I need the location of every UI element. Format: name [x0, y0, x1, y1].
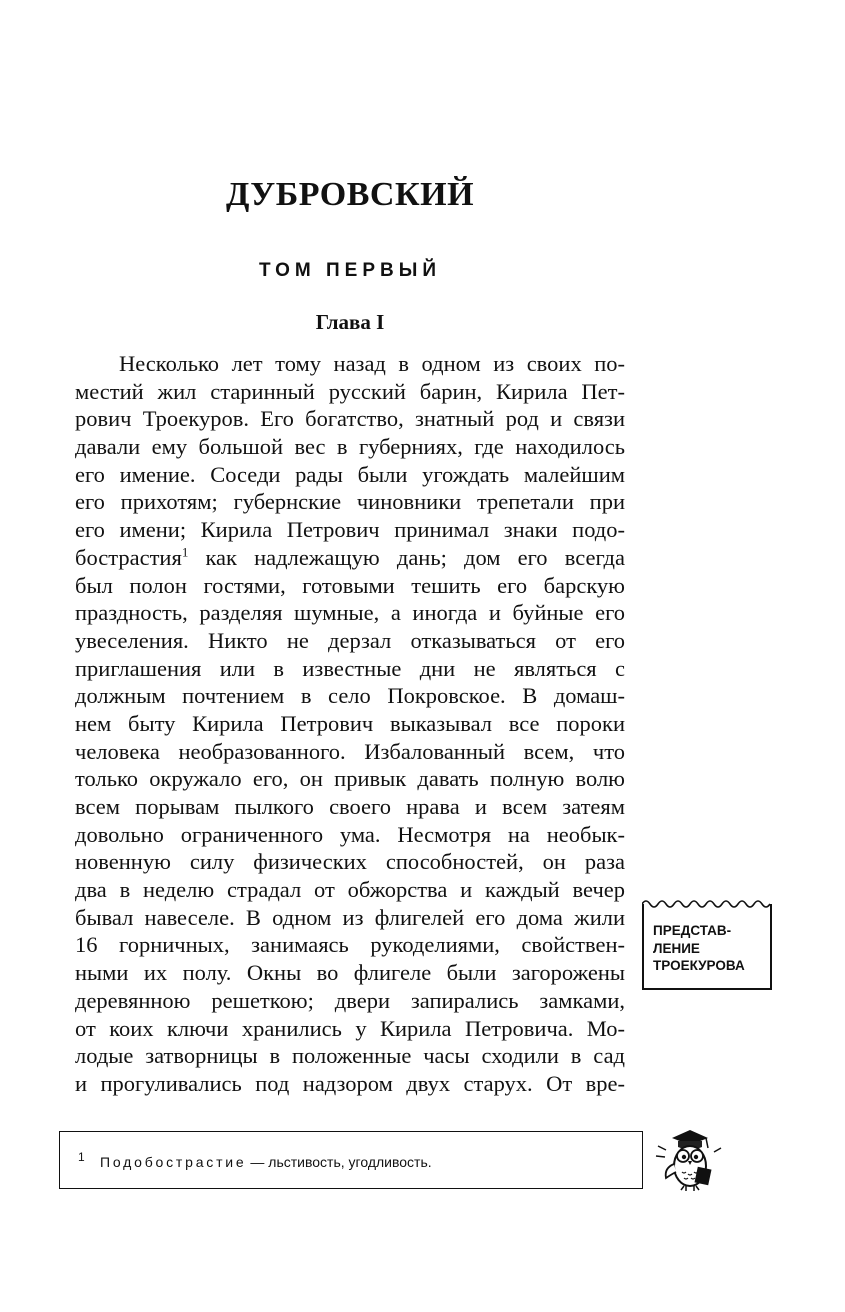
paragraph-line: его имени; Кирила Петрович принимал знаки подо- [75, 517, 625, 543]
footnote-reference[interactable]: 1 [181, 544, 189, 560]
paragraph-line: бывал навеселе. В одном из флигелей его дома жили [75, 904, 625, 930]
paragraph-line: лодые затворницы в положенные часы сходили в сад [75, 1043, 625, 1069]
main-paragraph [75, 350, 625, 1098]
paragraph-line: местий жил старинный русский барин, Кирила Пет- [75, 378, 625, 404]
paragraph-line: всем порывам пылкого своего нрава и всем затеям [75, 794, 625, 819]
paragraph-line: его имение. Соседи рады были угождать малейшим [75, 461, 625, 487]
paragraph-line: новенную силу физических способностей, он раза [75, 849, 625, 875]
margin-note-text: ПРЕДСТАВ- ЛЕНИЕ ТРОЕКУРОВА [653, 923, 745, 973]
paragraph-line: нем быту Кирила Петрович выказывал все пороки [75, 710, 625, 736]
paragraph-line: деревянною решеткою; двери запирались замками, [75, 987, 625, 1013]
paragraph-line: рович Троекуров. Его богатство, знатный род и связи [75, 406, 625, 432]
owl-scholar-icon [654, 1128, 724, 1192]
footnote-text [100, 1154, 432, 1170]
wavy-border-icon [642, 898, 772, 908]
paragraph-line: увеселения. Никто не дерзал отказываться от его [75, 627, 625, 653]
paragraph-line: два в неделю страдал от обжорства и каждый вечер [75, 877, 625, 903]
paragraph-line: человека необразованного. Избалованный всем, что [75, 738, 625, 764]
margin-note [642, 904, 772, 990]
book-title: ДУБРОВСКИЙ [225, 176, 475, 213]
footnote-box [59, 1131, 643, 1189]
paragraph-line: довольно ограниченного ума. Несмотря на необык- [75, 821, 625, 847]
paragraph-line-head: бострастия [75, 544, 182, 570]
paragraph-line: его прихотям; губернские чиновники трепетали при [75, 489, 625, 515]
paragraph-line: Несколько лет тому назад в одном из своих по- [119, 351, 625, 376]
paragraph-line-with-footnote [75, 544, 625, 572]
paragraph-line: праздность, разделяя шумные, а иногда и буйные его [75, 600, 625, 626]
footnote-term: Подобострастие [100, 1154, 247, 1170]
chapter-heading: Глава I [315, 310, 385, 334]
footnote-mark: 1 [78, 1150, 85, 1164]
footnote-definition: — льстивость, угодливость. [246, 1154, 432, 1170]
paragraph-line: должным почтением в село Покровское. В домаш- [75, 683, 625, 709]
paragraph-line: от коих ключи хранились у Кирила Петровича. Мо- [75, 1015, 625, 1041]
paragraph-line: только окружало его, он привык давать полную волю [75, 766, 625, 792]
paragraph-line: ными их полу. Окны во флигеле были загорожены [75, 960, 625, 986]
paragraph-line: 16 горничных, занимаясь рукоделиями, свойствен- [75, 932, 625, 958]
paragraph-line: давали ему большой вес в губерниях, где находилось [75, 434, 625, 460]
paragraph-line: приглашения или в известные дни не являться с [75, 655, 625, 681]
paragraph-line: был полон гостями, готовыми тешить его барскую [75, 572, 625, 598]
paragraph-line-tail: как надлежащую дань; дом его всегда [188, 544, 625, 570]
volume-heading: ТОМ ПЕРВЫЙ [259, 260, 441, 281]
paragraph-line: и прогуливались под надзором двух старух. От вре- [75, 1070, 625, 1096]
